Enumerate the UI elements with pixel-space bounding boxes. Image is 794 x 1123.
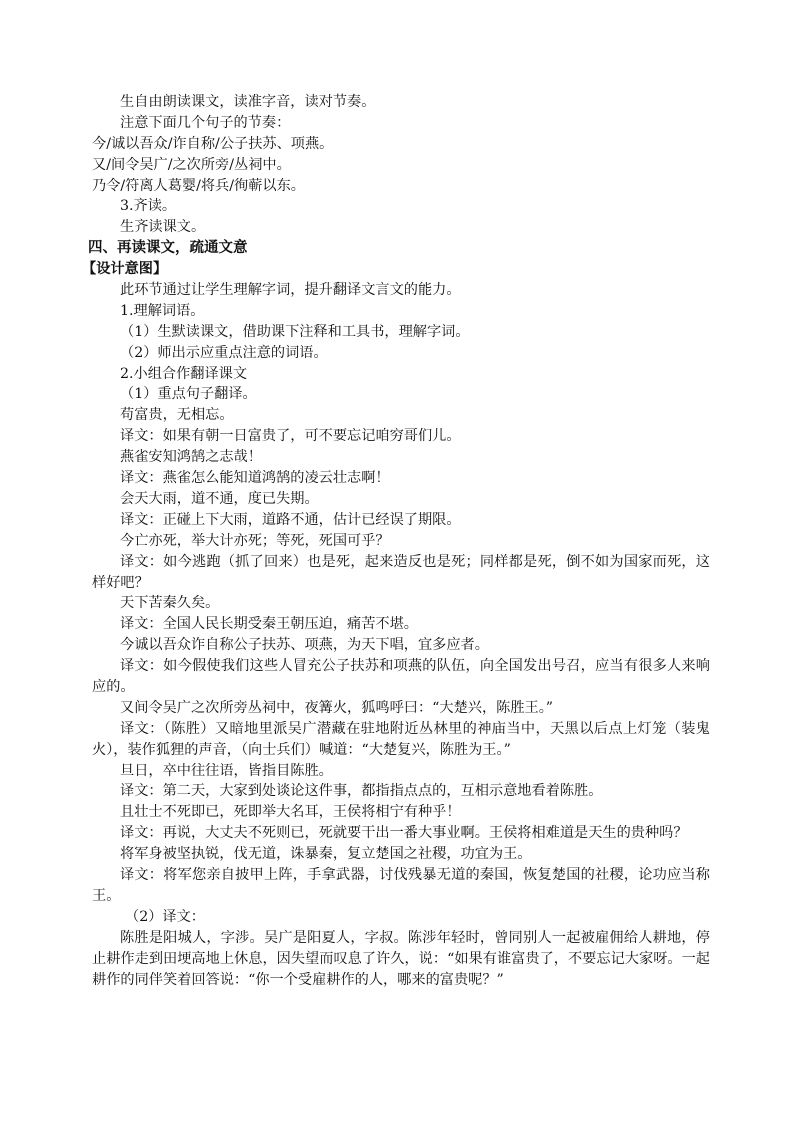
text-line: 天下苦秦久矣。 <box>120 595 220 612</box>
paragraph: 陈胜是阳城人，字涉。吴广是阳夏人，字叔。陈涉年轻时，曾同别人一起被雇佣给人耕地，停止耕作走到田埂高地上休息，因失望而叹息了许久，说：“如果有谁富贵了，不要忘记大家呀。一起耕作的同伴笑着回答说：“你一个受雇耕作的人，哪来的富贵呢？” <box>92 929 710 988</box>
text-line: 此环节通过让学生理解字词，提升翻译文言文的能力。 <box>120 282 461 299</box>
text-line: 会天大雨，道不通，度已失期。 <box>120 490 319 507</box>
paragraph: 译文：将军您亲自披甲上阵，手拿武器，讨伐残暴无道的秦国，恢复楚国的社稷，论功应当称王。 <box>92 867 710 904</box>
text-line: 译文：正碰上下大雨，道路不通，估计已经误了期限。 <box>120 511 461 528</box>
text-line: 生齐读课文。 <box>120 219 206 236</box>
text-line: 又/间令吴广/之次所旁/丛祠中。 <box>92 156 291 173</box>
text-line: 今诚以吾众诈自称公子扶苏、项燕，为天下唱，宜多应者。 <box>120 637 489 654</box>
text-line: 译文：如果有朝一日富贵了，可不要忘记咱穷哥们儿。 <box>120 428 461 445</box>
text-line: 1.理解词语。 <box>120 302 205 319</box>
text-line: 译文：燕雀怎么能知道鸿鹄的凌云壮志啊！ <box>120 470 390 487</box>
text-line: 今亡亦死，举大计亦死；等死，死国可乎？ <box>120 532 390 549</box>
paragraph: 译文：如今逃跑（抓了回来）也是死，起来造反也是死；同样都是死，倒不如为国家而死，这样好吧？ <box>92 553 710 591</box>
text-line: 又间令吴广之次所旁丛祠中，夜篝火，狐鸣呼曰：“大楚兴，陈胜王。” <box>120 699 554 716</box>
text-line: 2.小组合作翻译课文 <box>120 365 248 382</box>
text-line: （2）师出示应重点注意的词语。 <box>120 344 328 361</box>
text-line: 燕雀安知鸿鹄之志哉！ <box>120 449 262 466</box>
text-line: 将军身被坚执锐，伐无道，诛暴秦，复立楚国之社稷，功宜为王。 <box>120 846 532 863</box>
text-line: （2）译文： <box>125 908 205 925</box>
text-line: （1）重点句子翻译。 <box>120 386 257 403</box>
text-line: 译文：全国人民长期受秦王朝压迫，痛苦不堪。 <box>120 616 418 633</box>
text-line: 且壮士不死即已，死即举大名耳，王侯将相宁有种乎！ <box>120 804 461 821</box>
text-line: 生自由朗读课文，读准字音，读对节奏。 <box>120 94 376 110</box>
paragraph: 译文：再说，大丈夫不死则已，死就要干出一番大事业啊。王侯将相难道是天生的贵种吗？ <box>120 825 688 842</box>
text-line: 注意下面几个句子的节奏： <box>120 114 291 131</box>
text-line: 乃令/符离人葛婴/将兵/徇蕲以东。 <box>92 177 305 194</box>
design-intent-label: 【设计意图】 <box>82 261 168 278</box>
document-page <box>82 92 710 990</box>
section-heading: 四、再读课文，疏通文意 <box>88 240 248 257</box>
paragraph: 译文：（陈胜）又暗地里派吴广潜藏在驻地附近丛林里的神庙当中，天黑以后点上灯笼（装鬼火），装作狐狸的声音，（向士兵们）喊道：“大楚复兴，陈胜为王。” <box>92 720 710 758</box>
text-line: 今/诚以吾众/诈自称/公子扶苏、项燕。 <box>92 135 334 152</box>
text-line: 3.齐读。 <box>120 198 177 215</box>
text-line: 苟富贵，无相忘。 <box>120 407 234 424</box>
text-line: 旦日，卒中往往语，皆指目陈胜。 <box>120 762 333 779</box>
text-line: 译文：第二天，大家到处谈论这件事，都指指点点的，互相示意地看着陈胜。 <box>120 783 603 800</box>
paragraph: 译文：如今假使我们这些人冒充公子扶苏和项燕的队伍，向全国发出号召，应当有很多人来响应的。 <box>92 658 710 695</box>
text-line: （1）生默读课文，借助课下注释和工具书，理解字词。 <box>120 323 470 340</box>
